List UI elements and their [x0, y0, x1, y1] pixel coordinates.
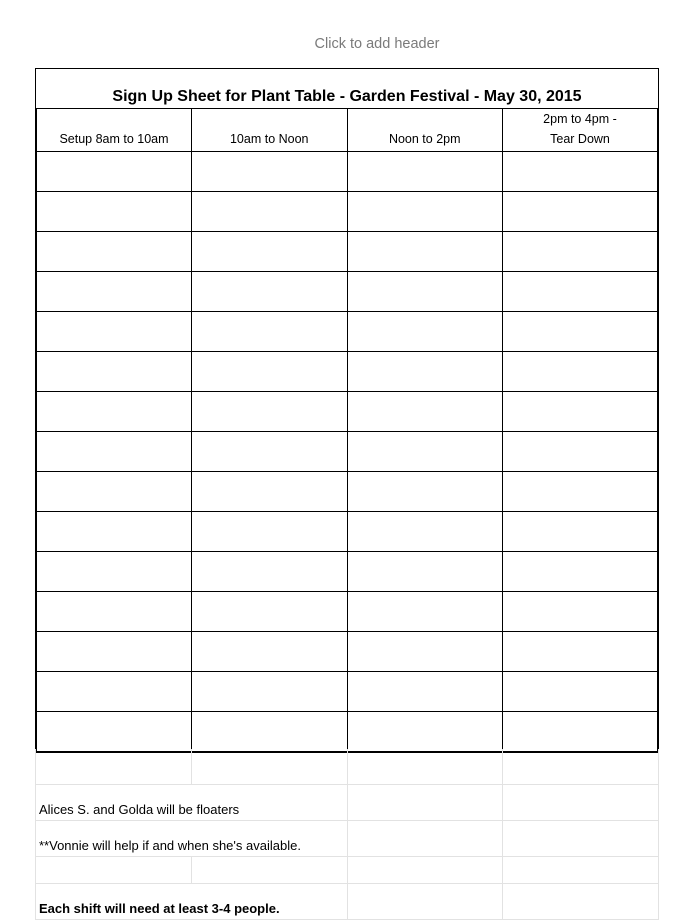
signup-cell[interactable]	[36, 312, 192, 352]
signup-row	[36, 432, 658, 472]
signup-row	[36, 552, 658, 592]
signup-cell[interactable]	[347, 672, 503, 712]
signup-cell[interactable]	[36, 272, 192, 312]
column-header-setup-line2: Setup 8am to 10am	[59, 132, 169, 146]
notes-cell[interactable]	[347, 884, 503, 920]
signup-cell[interactable]	[192, 152, 348, 192]
signup-row	[36, 712, 658, 753]
signup-cell[interactable]	[36, 472, 192, 512]
signup-cell[interactable]	[192, 592, 348, 632]
column-header-teardown[interactable]	[503, 109, 659, 152]
signup-cell[interactable]	[347, 632, 503, 672]
signup-cell[interactable]	[503, 592, 659, 632]
signup-cell[interactable]	[36, 232, 192, 272]
notes-row	[36, 785, 659, 821]
signup-row	[36, 632, 658, 672]
signup-cell[interactable]	[36, 432, 192, 472]
signup-row	[36, 592, 658, 632]
notes-cell[interactable]	[36, 857, 192, 884]
signup-cell[interactable]	[36, 192, 192, 232]
signup-cell[interactable]	[503, 512, 659, 552]
signup-cell[interactable]	[503, 392, 659, 432]
notes-cell[interactable]	[347, 785, 503, 821]
notes-cell[interactable]	[347, 821, 503, 857]
signup-cell[interactable]	[347, 552, 503, 592]
notes-cell[interactable]	[503, 785, 659, 821]
signup-cell[interactable]	[347, 312, 503, 352]
sheet-title	[35, 68, 659, 108]
signup-cell[interactable]	[36, 672, 192, 712]
notes-cell[interactable]	[503, 821, 659, 857]
signup-cell[interactable]	[347, 152, 503, 192]
signup-cell[interactable]	[503, 232, 659, 272]
column-header-row	[36, 109, 658, 152]
signup-cell[interactable]	[503, 472, 659, 512]
notes-row	[36, 821, 659, 857]
signup-cell[interactable]	[192, 312, 348, 352]
signup-row	[36, 472, 658, 512]
notes-cell[interactable]	[347, 857, 503, 884]
signup-cell[interactable]	[36, 552, 192, 592]
requirement-note: Each shift will need at least 3-4 people.	[39, 901, 280, 916]
signup-row	[36, 672, 658, 712]
signup-cell[interactable]	[36, 632, 192, 672]
signup-cell[interactable]	[503, 192, 659, 232]
signup-sheet	[35, 68, 659, 753]
column-header-teardown-line1: 2pm to 4pm -	[543, 112, 617, 126]
signup-cell[interactable]	[36, 152, 192, 192]
signup-cell[interactable]	[347, 472, 503, 512]
vonnie-note-cell[interactable]	[36, 821, 348, 857]
signup-cell[interactable]	[36, 352, 192, 392]
notes-row	[36, 884, 659, 920]
signup-cell[interactable]	[192, 472, 348, 512]
signup-cell[interactable]	[503, 632, 659, 672]
signup-cell[interactable]	[347, 392, 503, 432]
notes-cell[interactable]	[347, 749, 503, 785]
signup-table	[35, 108, 659, 753]
signup-cell[interactable]	[192, 192, 348, 232]
notes-row	[36, 749, 659, 785]
signup-cell[interactable]	[192, 712, 348, 753]
signup-row	[36, 192, 658, 232]
notes-row	[36, 857, 659, 884]
notes-cell[interactable]	[503, 857, 659, 884]
signup-cell[interactable]	[192, 392, 348, 432]
signup-cell[interactable]	[503, 672, 659, 712]
signup-cell[interactable]	[347, 272, 503, 312]
column-header-noon-2pm[interactable]	[347, 109, 503, 152]
signup-row	[36, 152, 658, 192]
signup-cell[interactable]	[192, 512, 348, 552]
signup-cell[interactable]	[347, 712, 503, 753]
signup-row	[36, 352, 658, 392]
signup-cell[interactable]	[503, 272, 659, 312]
page-header-placeholder[interactable]: Click to add header	[314, 36, 440, 52]
requirement-note-cell[interactable]	[36, 884, 348, 920]
signup-cell[interactable]	[36, 392, 192, 432]
signup-cell[interactable]	[192, 672, 348, 712]
signup-cell[interactable]	[347, 512, 503, 552]
notes-cell[interactable]	[36, 749, 192, 785]
column-header-setup[interactable]	[36, 109, 192, 152]
notes-cell[interactable]	[503, 884, 659, 920]
signup-cell[interactable]	[192, 432, 348, 472]
signup-cell[interactable]	[347, 432, 503, 472]
signup-row	[36, 232, 658, 272]
signup-cell[interactable]	[192, 272, 348, 312]
notes-cell[interactable]	[503, 749, 659, 785]
column-header-10am-noon-line2: 10am to Noon	[229, 132, 309, 146]
signup-cell[interactable]	[347, 192, 503, 232]
column-header-teardown-line2: Tear Down	[550, 132, 610, 146]
column-header-noon-2pm-line2: Noon to 2pm	[388, 132, 461, 146]
signup-cell[interactable]	[503, 152, 659, 192]
notes-grid	[35, 749, 659, 920]
signup-cell[interactable]	[503, 312, 659, 352]
signup-cell[interactable]	[503, 352, 659, 392]
signup-cell[interactable]	[503, 432, 659, 472]
signup-row	[36, 512, 658, 552]
signup-cell[interactable]	[503, 552, 659, 592]
signup-cell[interactable]	[36, 512, 192, 552]
signup-cell[interactable]	[192, 552, 348, 592]
vonnie-note: **Vonnie will help if and when she's available.	[39, 838, 301, 853]
signup-cell[interactable]	[192, 352, 348, 392]
sheet-title-text: Sign Up Sheet for Plant Table - Garden Festival - May 30, 2015	[112, 88, 582, 105]
signup-cell[interactable]	[347, 592, 503, 632]
notes-cell[interactable]	[191, 749, 347, 785]
signup-cell[interactable]	[347, 352, 503, 392]
signup-row	[36, 312, 658, 352]
notes-area	[35, 749, 659, 920]
column-header-10am-noon[interactable]	[192, 109, 348, 152]
signup-row	[36, 272, 658, 312]
signup-cell[interactable]	[192, 232, 348, 272]
floaters-note: Alices S. and Golda will be floaters	[39, 802, 240, 817]
signup-cell[interactable]	[503, 712, 659, 753]
signup-cell[interactable]	[192, 632, 348, 672]
floaters-note-cell[interactable]	[36, 785, 348, 821]
signup-cell[interactable]	[36, 712, 192, 753]
notes-cell[interactable]	[191, 857, 347, 884]
signup-row	[36, 392, 658, 432]
signup-cell[interactable]	[347, 232, 503, 272]
signup-cell[interactable]	[36, 592, 192, 632]
